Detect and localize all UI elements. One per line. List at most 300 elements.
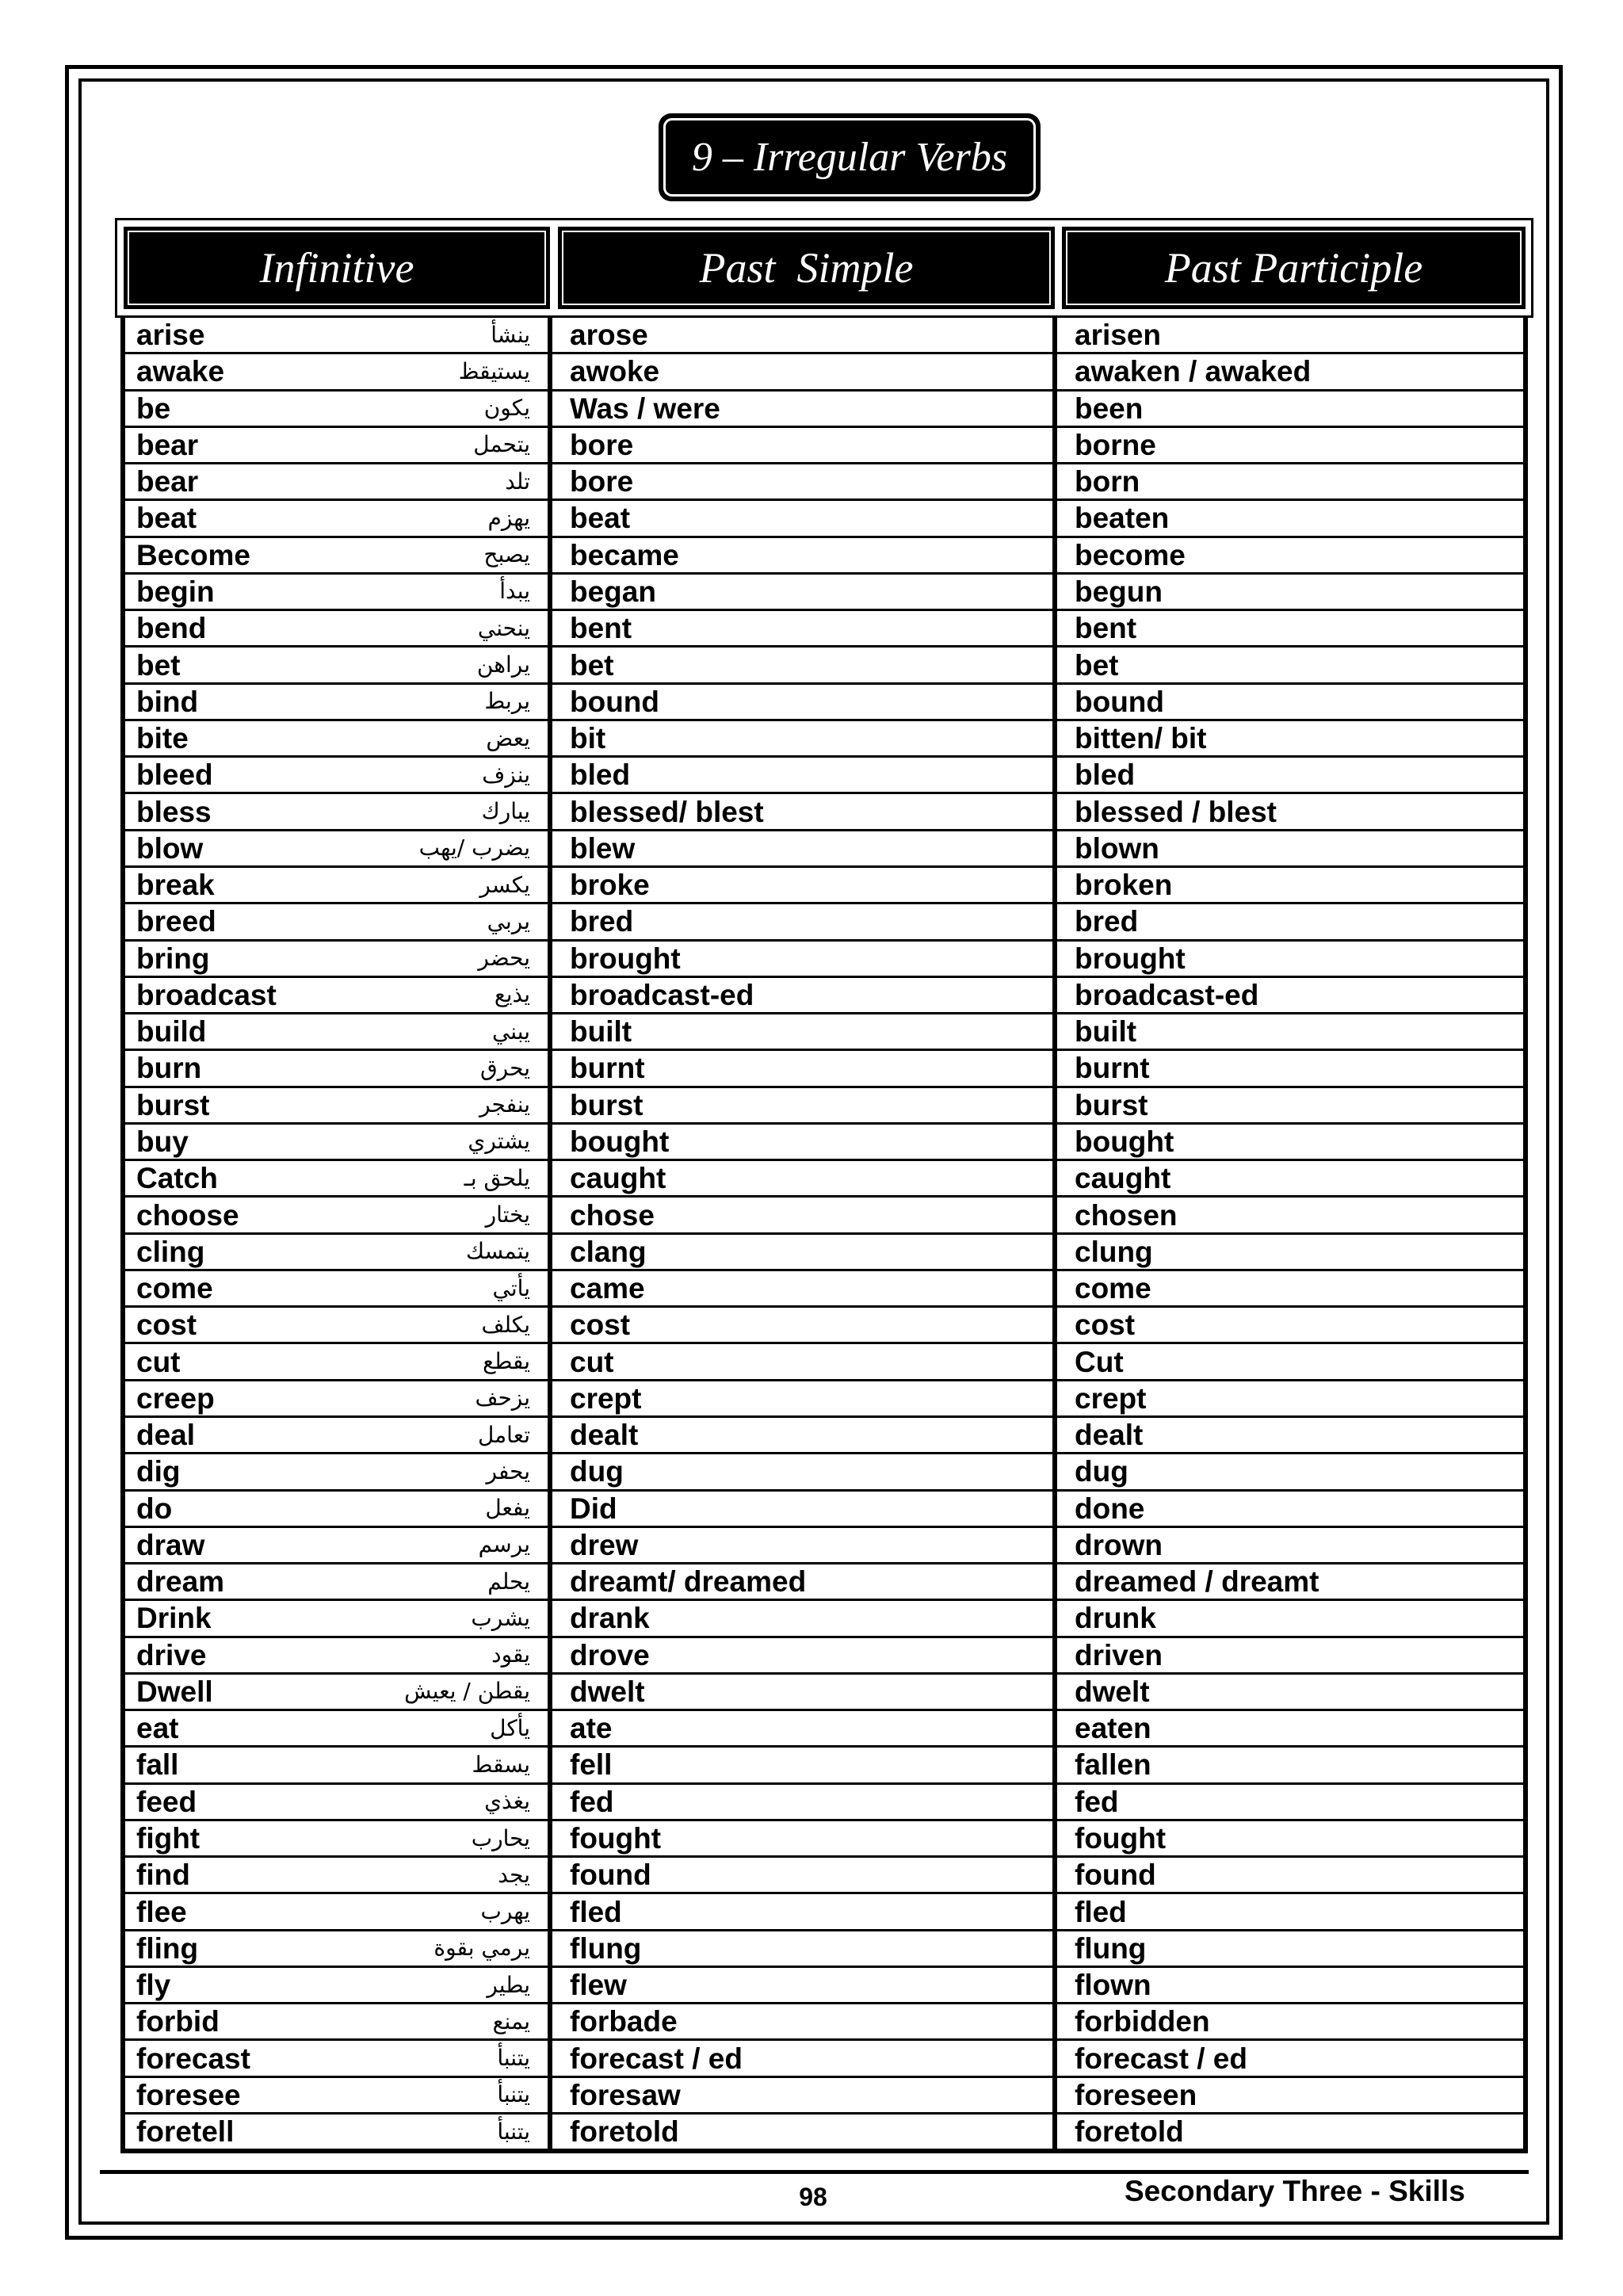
arabic-meaning: يتنبأ [497, 2118, 530, 2145]
table-row [125, 1381, 1523, 1418]
infinitive-cell [125, 428, 552, 462]
past-simple-cell: foresaw [552, 2078, 1057, 2112]
past-simple-cell: Did [552, 1492, 1057, 1526]
infinitive-text: arise [136, 319, 205, 352]
past-simple-cell: bit [552, 721, 1057, 755]
table-row [125, 1968, 1523, 2004]
infinitive-text: dream [136, 1565, 225, 1599]
infinitive-text: build [136, 1015, 207, 1049]
infinitive-cell [125, 1271, 552, 1305]
arabic-meaning: يأكل [490, 1714, 530, 1741]
past-simple-cell: blew [552, 831, 1057, 865]
arabic-meaning: يذيع [494, 981, 530, 1008]
past-participle-cell: fled [1075, 1895, 1127, 1928]
past-participle-cell: brought [1075, 942, 1186, 975]
infinitive-cell [125, 1418, 552, 1452]
arabic-meaning: يراهن [476, 651, 530, 678]
infinitive-cell [125, 1161, 552, 1195]
infinitive-text: buy [136, 1125, 189, 1158]
arabic-meaning: يربي [487, 907, 530, 934]
infinitive-cell [125, 942, 552, 976]
past-simple-cell: bound [552, 685, 1057, 719]
table-row [125, 575, 1523, 611]
arabic-meaning: يمنع [492, 2008, 530, 2034]
past-simple-cell: cost [552, 1308, 1057, 1342]
infinitive-cell [125, 1125, 552, 1159]
past-participle-cell: eaten [1075, 1712, 1151, 1745]
infinitive-cell [125, 575, 552, 609]
infinitive-cell [125, 831, 552, 865]
table-row [125, 1821, 1523, 1858]
table-row [125, 1601, 1523, 1637]
past-participle-cell: done [1075, 1492, 1145, 1525]
arabic-meaning: يقود [491, 1641, 530, 1668]
infinitive-text: feed [136, 1785, 197, 1818]
past-participle-cell: drown [1075, 1528, 1163, 1561]
infinitive-cell [125, 1381, 552, 1415]
table-row [125, 2004, 1523, 2041]
past-simple-cell: fell [552, 1748, 1057, 1782]
past-simple-cell: flew [552, 1968, 1057, 2002]
infinitive-text: bet [136, 648, 181, 682]
past-simple-cell: bred [552, 904, 1057, 938]
infinitive-text: bind [136, 685, 199, 718]
past-participle-cell: blown [1075, 831, 1159, 865]
table-row [125, 1492, 1523, 1528]
arabic-meaning: يتنبأ [497, 2045, 530, 2072]
arabic-meaning: يرمي بقوة [433, 1935, 530, 1962]
infinitive-text: cling [136, 1235, 205, 1268]
arabic-meaning: يزحف [475, 1385, 530, 1412]
infinitive-text: cost [136, 1308, 197, 1342]
infinitive-text: burn [136, 1052, 202, 1085]
infinitive-text: awake [136, 355, 225, 388]
arabic-meaning: يأتي [492, 1274, 530, 1301]
arabic-meaning: ينزف [482, 761, 530, 788]
infinitive-text: begin [136, 575, 215, 608]
infinitive-text: fall [136, 1748, 179, 1782]
arabic-meaning: يستيقظ [458, 357, 530, 384]
infinitive-cell [125, 354, 552, 388]
past-simple-cell: became [552, 538, 1057, 572]
table-row [125, 2041, 1523, 2077]
past-simple-cell: fed [552, 1785, 1057, 1819]
infinitive-text: come [136, 1272, 213, 1305]
past-participle-cell: bound [1075, 685, 1165, 718]
infinitive-cell [125, 318, 552, 352]
infinitive-text: forecast [136, 2042, 250, 2075]
infinitive-cell [125, 392, 552, 426]
table-row [125, 648, 1523, 684]
infinitive-text: break [136, 869, 215, 902]
infinitive-cell [125, 1198, 552, 1232]
past-simple-cell: broadcast-ed [552, 978, 1057, 1012]
past-simple-cell: drew [552, 1528, 1057, 1562]
arabic-meaning: يبني [491, 1018, 530, 1045]
table-row [125, 1748, 1523, 1784]
table-row [125, 1454, 1523, 1491]
past-participle-cell: dealt [1075, 1419, 1144, 1452]
infinitive-cell [125, 1748, 552, 1782]
infinitive-cell [125, 1894, 552, 1928]
arabic-meaning: يتمسك [465, 1238, 530, 1265]
infinitive-cell [125, 1858, 552, 1892]
infinitive-text: be [136, 392, 171, 425]
past-simple-cell: awoke [552, 354, 1057, 388]
infinitive-cell [125, 1785, 552, 1819]
arabic-meaning: يكلف [481, 1311, 530, 1338]
past-participle-cell: fought [1075, 1822, 1167, 1855]
infinitive-cell [125, 648, 552, 682]
arabic-meaning: يحلم [487, 1568, 530, 1595]
infinitive-text: bleed [136, 758, 213, 792]
past-participle-cell: bet [1075, 648, 1119, 682]
past-participle-cell: flown [1075, 1969, 1151, 2002]
table-row [125, 1088, 1523, 1125]
past-participle-cell: born [1075, 465, 1140, 499]
past-simple-cell: came [552, 1271, 1057, 1305]
past-simple-cell: blessed/ blest [552, 794, 1057, 828]
infinitive-text: broadcast [136, 978, 277, 1011]
infinitive-cell [125, 1051, 552, 1085]
arabic-meaning: يغذي [484, 1788, 530, 1815]
table-row [125, 2078, 1523, 2115]
past-participle-cell: borne [1075, 428, 1156, 461]
infinitive-cell [125, 1088, 552, 1122]
arabic-meaning: يطير [487, 1971, 530, 1998]
infinitive-text: bend [136, 612, 207, 645]
arabic-meaning: يقطع [483, 1348, 530, 1375]
table-row [125, 1308, 1523, 1344]
table-row [125, 538, 1523, 575]
past-simple-cell: crept [552, 1381, 1057, 1415]
title-box [659, 113, 1041, 201]
past-simple-cell: dreamt/ dreamed [552, 1564, 1057, 1599]
infinitive-cell [125, 1492, 552, 1526]
past-participle-cell: burst [1075, 1088, 1148, 1121]
past-participle-cell: flung [1075, 1931, 1147, 1965]
table-row [125, 685, 1523, 721]
infinitive-text: bear [136, 465, 199, 499]
header-infinitive [124, 227, 550, 309]
infinitive-cell [125, 611, 552, 645]
past-participle-cell: forecast / ed [1075, 2042, 1247, 2075]
table-row [125, 794, 1523, 831]
table-row [125, 978, 1523, 1014]
past-participle-cell: fed [1075, 1785, 1119, 1818]
infinitive-text: find [136, 1859, 190, 1892]
header-infinitive-label: Infinitive [259, 244, 414, 292]
header-past-simple [558, 227, 1055, 309]
header-past-participle [1062, 227, 1526, 309]
arabic-meaning: يفعل [485, 1495, 530, 1522]
past-participle-cell: foreseen [1075, 2078, 1197, 2111]
infinitive-text: drive [136, 1638, 207, 1671]
table-row [125, 1125, 1523, 1161]
past-participle-cell: fallen [1075, 1748, 1151, 1782]
infinitive-cell [125, 1014, 552, 1049]
past-simple-cell: broke [552, 868, 1057, 902]
arabic-meaning: يهزم [487, 504, 530, 531]
arabic-meaning: ينحني [477, 614, 530, 641]
past-participle-cell: bitten/ bit [1075, 722, 1207, 755]
past-simple-cell: fought [552, 1821, 1057, 1855]
arabic-meaning: ينفجر [479, 1091, 530, 1118]
arabic-meaning: يسقط [472, 1751, 530, 1778]
infinitive-cell [125, 538, 552, 572]
past-participle-cell: begun [1075, 575, 1163, 608]
table-row [125, 1675, 1523, 1711]
past-simple-cell: caught [552, 1161, 1057, 1195]
arabic-meaning: يكسر [479, 871, 530, 898]
infinitive-cell [125, 2078, 552, 2112]
past-participle-cell: bled [1075, 758, 1136, 792]
infinitive-cell [125, 1564, 552, 1599]
infinitive-cell [125, 501, 552, 535]
table-row [125, 1051, 1523, 1087]
table-row [125, 392, 1523, 428]
past-participle-cell: broken [1075, 869, 1173, 902]
table-row [125, 1711, 1523, 1748]
infinitive-text: forbid [136, 2005, 220, 2038]
past-participle-cell: become [1075, 538, 1186, 571]
table-row [125, 904, 1523, 941]
infinitive-text: Dwell [136, 1675, 213, 1708]
infinitive-text: Drink [136, 1602, 212, 1635]
past-simple-cell: drank [552, 1601, 1057, 1635]
arabic-meaning: تلد [505, 468, 530, 495]
infinitive-cell [125, 1601, 552, 1635]
arabic-meaning: يحفر [486, 1457, 530, 1484]
past-participle-cell: broadcast-ed [1075, 978, 1259, 1011]
arabic-meaning: يكون [483, 395, 530, 422]
past-simple-cell: built [552, 1014, 1057, 1049]
table-row [125, 758, 1523, 794]
page-title: 9 – Irregular Verbs [691, 134, 1008, 180]
past-simple-cell: foretold [552, 2115, 1057, 2149]
past-participle-cell: beaten [1075, 502, 1170, 535]
table-row [125, 1271, 1523, 1308]
infinitive-cell [125, 1711, 552, 1745]
past-simple-cell: burst [552, 1088, 1057, 1122]
past-participle-cell: dreamed / dreamt [1075, 1565, 1319, 1599]
arabic-meaning: يقطن / يعيش [404, 1678, 530, 1705]
past-participle-cell: Cut [1075, 1345, 1124, 1378]
past-participle-cell: foretold [1075, 2115, 1184, 2149]
past-simple-cell: burnt [552, 1051, 1057, 1085]
past-simple-cell: bled [552, 758, 1057, 792]
past-simple-cell: dwelt [552, 1675, 1057, 1709]
past-simple-cell: arose [552, 318, 1057, 352]
table-row [125, 354, 1523, 391]
infinitive-cell [125, 1454, 552, 1488]
infinitive-text: foretell [136, 2115, 235, 2149]
table-row [125, 1931, 1523, 1968]
table-row [125, 611, 1523, 648]
infinitive-text: beat [136, 502, 197, 535]
page-number: 98 [799, 2183, 827, 2211]
infinitive-text: Catch [136, 1162, 218, 1195]
table-row [125, 1014, 1523, 1051]
past-participle-cell: been [1075, 392, 1144, 425]
arabic-meaning: يبدأ [499, 578, 530, 605]
table-row [125, 1894, 1523, 1931]
arabic-meaning: يحرق [479, 1054, 530, 1081]
infinitive-cell [125, 1344, 552, 1378]
past-simple-cell: flung [552, 1931, 1057, 1966]
arabic-meaning: يعض [486, 724, 530, 751]
past-simple-cell: cut [552, 1344, 1057, 1378]
infinitive-text: fly [136, 1969, 171, 2002]
infinitive-cell [125, 2115, 552, 2149]
table-row [125, 464, 1523, 501]
arabic-meaning: يهرب [480, 1898, 530, 1925]
past-participle-cell: blessed / blest [1075, 795, 1277, 828]
infinitive-text: foresee [136, 2078, 241, 2111]
past-simple-cell: bore [552, 464, 1057, 499]
arabic-meaning: يلحق بـ [464, 1164, 530, 1191]
past-simple-cell: bore [552, 428, 1057, 462]
infinitive-cell [125, 904, 552, 938]
infinitive-text: bite [136, 722, 189, 755]
past-participle-cell: bred [1075, 905, 1139, 938]
past-participle-cell: come [1075, 1272, 1151, 1305]
past-participle-cell: cost [1075, 1308, 1136, 1342]
past-simple-cell: clang [552, 1235, 1057, 1269]
arabic-meaning: ينشأ [491, 321, 530, 348]
arabic-meaning: يحارب [471, 1824, 530, 1851]
arabic-meaning: يتنبأ [497, 2081, 530, 2108]
infinitive-text: draw [136, 1528, 205, 1561]
infinitive-text: fling [136, 1931, 199, 1965]
past-simple-cell: forbade [552, 2004, 1057, 2038]
infinitive-cell [125, 721, 552, 755]
arabic-meaning: يشرب [471, 1604, 530, 1631]
table-row [125, 1235, 1523, 1271]
past-participle-cell: dwelt [1075, 1675, 1150, 1708]
infinitive-text: breed [136, 905, 216, 938]
infinitive-text: creep [136, 1381, 215, 1415]
past-simple-cell: bought [552, 1125, 1057, 1159]
past-participle-cell: bought [1075, 1125, 1174, 1158]
infinitive-text: Become [136, 538, 250, 571]
infinitive-cell [125, 1638, 552, 1672]
past-simple-cell: dug [552, 1454, 1057, 1488]
infinitive-cell [125, 868, 552, 902]
past-simple-cell: brought [552, 942, 1057, 976]
past-simple-cell: bent [552, 611, 1057, 645]
table-row [125, 1344, 1523, 1381]
infinitive-cell [125, 1931, 552, 1966]
table-row [125, 868, 1523, 904]
infinitive-text: do [136, 1492, 173, 1525]
past-simple-cell: Was / were [552, 392, 1057, 426]
past-participle-cell: driven [1075, 1638, 1163, 1671]
arabic-meaning: يشتري [468, 1128, 530, 1155]
table-row [125, 1858, 1523, 1894]
arabic-meaning: تعامل [477, 1421, 530, 1448]
infinitive-text: eat [136, 1712, 179, 1745]
infinitive-text: bear [136, 428, 199, 461]
table-row [125, 942, 1523, 978]
table-row [125, 831, 1523, 868]
past-simple-cell: began [552, 575, 1057, 609]
table-row [125, 1528, 1523, 1564]
infinitive-cell [125, 794, 552, 828]
infinitive-text: cut [136, 1345, 181, 1378]
infinitive-cell [125, 1968, 552, 2002]
arabic-meaning: يجد [498, 1861, 530, 1888]
infinitive-cell [125, 1821, 552, 1855]
infinitive-cell [125, 1675, 552, 1709]
table-row [125, 1418, 1523, 1454]
past-participle-cell: dug [1075, 1455, 1128, 1488]
infinitive-text: blow [136, 831, 204, 865]
past-simple-cell: chose [552, 1198, 1057, 1232]
infinitive-cell [125, 685, 552, 719]
past-participle-cell: caught [1075, 1162, 1171, 1195]
infinitive-cell [125, 1308, 552, 1342]
table-row [125, 428, 1523, 464]
table-row [125, 1564, 1523, 1601]
infinitive-cell [125, 978, 552, 1012]
header-past-participle-label: Past Participle [1164, 244, 1423, 292]
arabic-meaning: يصبح [483, 541, 530, 568]
infinitive-cell [125, 1528, 552, 1562]
infinitive-text: bless [136, 795, 212, 828]
arabic-meaning: يربط [484, 688, 530, 715]
table-row [125, 1785, 1523, 1821]
past-participle-cell: burnt [1075, 1052, 1150, 1085]
table-row [125, 721, 1523, 758]
footer-book-title: Secondary Three - Skills [1125, 2175, 1465, 2207]
past-participle-cell: bent [1075, 612, 1137, 645]
infinitive-cell [125, 1235, 552, 1269]
infinitive-text: choose [136, 1198, 239, 1232]
footer-rule [100, 2170, 1529, 2174]
infinitive-text: fight [136, 1822, 200, 1855]
verbs-table-body [120, 316, 1528, 2153]
arabic-meaning: يحضر [478, 945, 530, 972]
table-row [125, 2115, 1523, 2149]
past-participle-cell: built [1075, 1015, 1137, 1049]
arabic-meaning: يرسم [478, 1531, 530, 1558]
infinitive-cell [125, 464, 552, 499]
past-participle-cell: awaken / awaked [1075, 355, 1312, 388]
past-simple-cell: bet [552, 648, 1057, 682]
past-simple-cell: forecast / ed [552, 2041, 1057, 2075]
past-simple-cell: beat [552, 501, 1057, 535]
past-participle-cell: forbidden [1075, 2005, 1210, 2038]
arabic-meaning: يتحمل [473, 431, 530, 458]
header-past-simple-label: Past Simple [699, 244, 914, 292]
past-participle-cell: drunk [1075, 1602, 1156, 1635]
infinitive-cell [125, 2004, 552, 2038]
infinitive-text: dig [136, 1455, 181, 1488]
past-participle-cell: clung [1075, 1235, 1153, 1268]
infinitive-text: bring [136, 942, 210, 975]
table-row [125, 318, 1523, 354]
infinitive-cell [125, 2041, 552, 2075]
table-row [125, 1161, 1523, 1198]
past-simple-cell: dealt [552, 1418, 1057, 1452]
past-simple-cell: drove [552, 1638, 1057, 1672]
arabic-meaning: يبارك [481, 798, 530, 825]
past-simple-cell: found [552, 1858, 1057, 1892]
table-row [125, 1198, 1523, 1234]
arabic-meaning: يختار [485, 1201, 530, 1228]
infinitive-text: deal [136, 1419, 196, 1452]
